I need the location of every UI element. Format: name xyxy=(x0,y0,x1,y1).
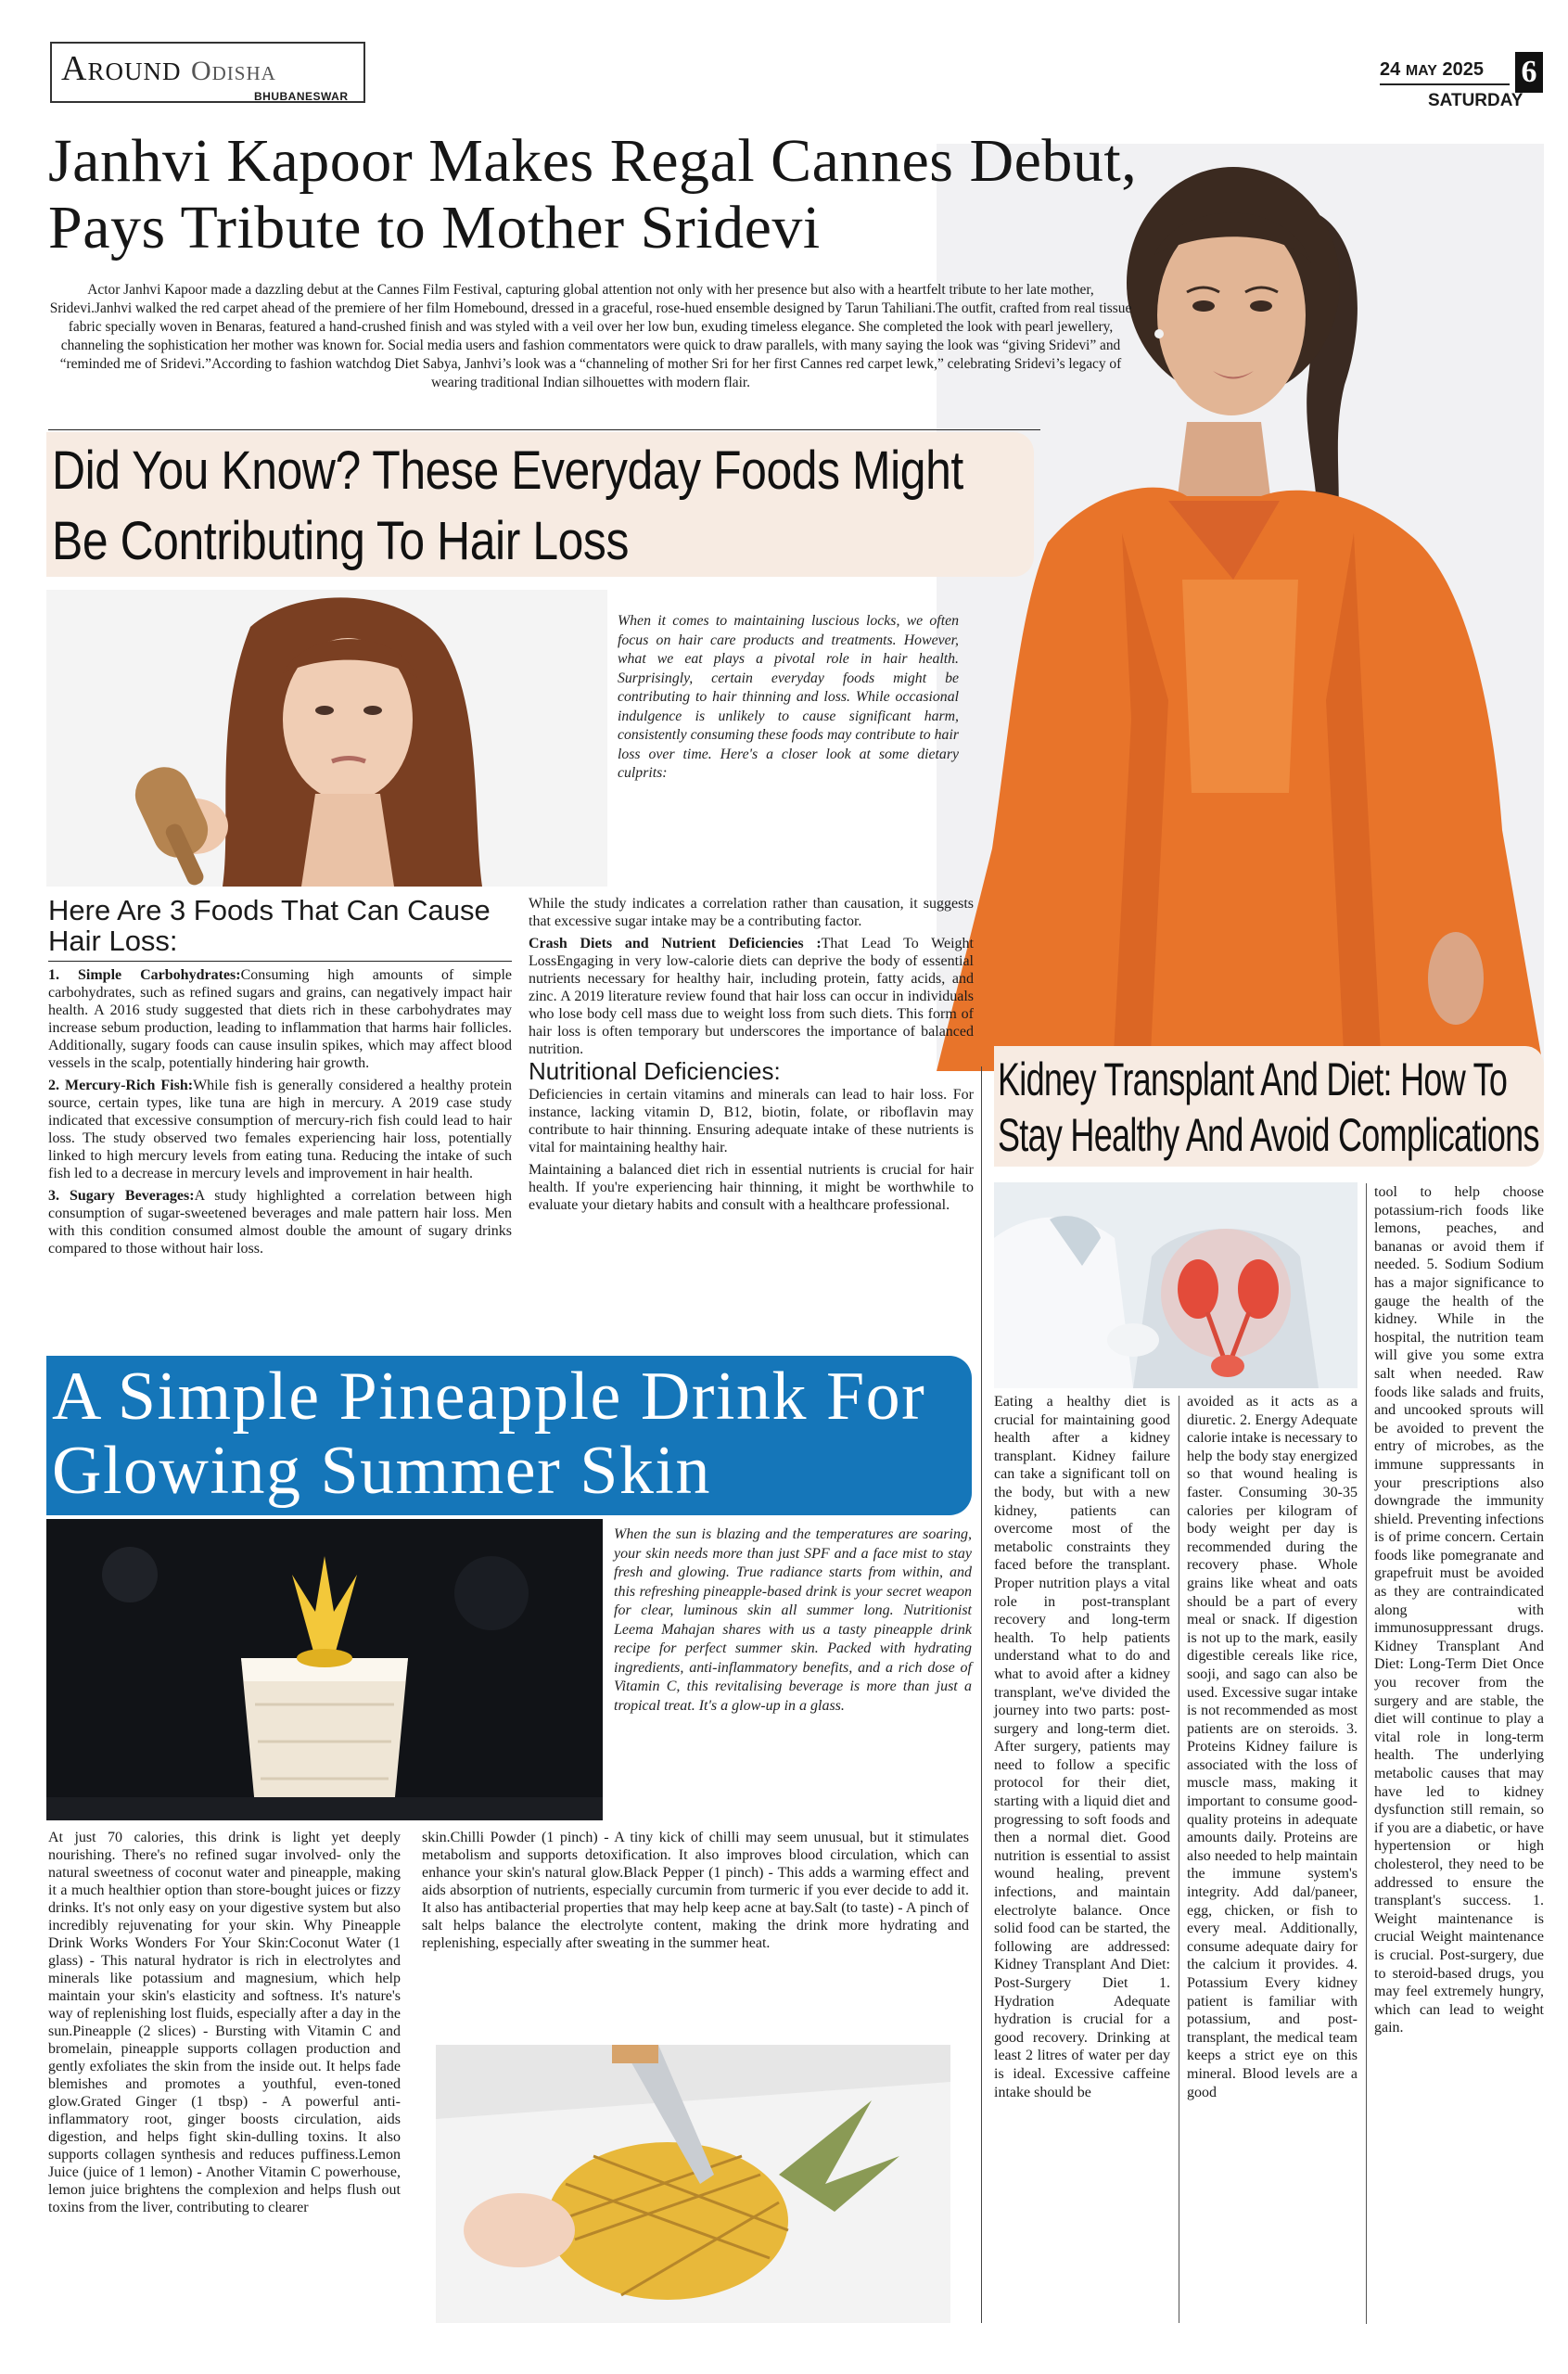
headline-janhvi-cannes: Janhvi Kapoor Makes Regal Cannes Debut, Pays Tribute to Mother Sridevi xyxy=(48,127,1138,262)
headline-pineapple-drink: A Simple Pineapple Drink For Glowing Summer Skin xyxy=(52,1359,926,1509)
kidney-column-3: tool to help choose potassium-rich foods like lemons, peaches, and bananas or avoid them if needed. 5. Sodium Sodium has a major significance to gauge the health of the kidney. While in the hospital, the nutrition team will give you some extra salt when needed. Raw foods like salads and fruits, and uncooked sprouts will be avoided to prevent the entry of microbes, as the immune suppressants in your prescriptions also downgrade the immunity shield. Preventing infections is of prime concern. Certain foods like pomegranate and grapefruit must be avoided as they are contraindicated along with immunosuppressant drugs. Kidney Transplant And Diet: Long-Term Diet Once you recover from the surgery and are stable, the diet will continue to play a vital role in long-term health. The underlying metabolic causes that may have led to kidney dysfunction still remain, so if you are a diabetic, or have hypertension or high cholesterol, they need to be addressed to ensure the transplant's success. 1. Weight maintenance is crucial Weight maintenance is crucial. Post-surgery, due to steroid-based drugs, you may feel extremely hungry, which can lead to weight gain. xyxy=(1374,1184,1544,2036)
subhead-rule xyxy=(48,961,512,962)
newspaper-logo: Around Odisha xyxy=(61,49,276,88)
column-divider xyxy=(981,1066,982,2323)
hair-loss-column-2: While the study indicates a correlation rather than causation, it suggests that excessive sugar intake may be a contributing factor. Crash Diets and Nutrient Deficiencies :That Lead To Weight LossEngaging in very low-calorie diets can deprive the body of essential nutrients necessary for healthy hair, including protein, fatty acids, and zinc. A 2019 literature review found that hair loss can occur in individuals who lose body cell mass due to weight loss from such diets. This form of hair loss is often temporary but underscores the importance of balanced nutrition. Nutritional Deficiencies: Deficiencies in certain vitamins and minerals can lead to hair loss. For instance, lacking vitamin D, B12, biotin, folate, or riboflavin may contribute to hair thinning. Ensuring adequate intake of these nutrients is vital for maintaining healthy hair. Maintaining a balanced diet rich in essential nutrients is crucial for hair health. If you're experiencing hair thinning, it might be worthwhile to evaluate your dietary habits and consult with a healthcare professional. xyxy=(529,896,974,1213)
column-divider xyxy=(1366,1183,1367,2324)
page-number: 6 xyxy=(1515,52,1543,93)
issue-weekday: SATURDAY xyxy=(1428,91,1523,110)
section-divider xyxy=(48,429,1040,430)
headline-hair-loss-foods: Did You Know? These Everyday Foods Might Be Contributing To Hair Loss xyxy=(52,440,963,571)
kidney-column-1: Eating a healthy diet is crucial for maintaining good health after a kidney transplant. Kidney failure can take a significant toll on the body, but with a new kidney, patients can overcome most of the metabolic constraints they faced before the transplant. Proper nutrition plays a vital role in post-transplant recovery and long-term health. To help patients understand what to do and what to avoid after a kidney transplant, we've divided the journey into two parts: post-surgery and long-term diet. After surgery, patients may need to follow a specific protocol for their diet, starting with a liquid diet and progressing to soft foods and then a normal diet. Good nutrition is essential to assist wound healing, prevent infections, and maintain electrolyte balance. Once solid food can be started, the following are addressed: Kidney Transplant And Diet: Post-Surgery Diet 1. Hydration Adequate hydration is crucial for a good recovery. Drinking at least 2 litres of water per day is ideal. Excessive caffeine intake should be xyxy=(994,1394,1170,2100)
issue-date: 24 MAY 2025 xyxy=(1380,59,1484,80)
pineapple-cutting-photo xyxy=(436,2045,950,2323)
subhead-nutritional-deficiencies: Nutritional Deficiencies: xyxy=(529,1057,781,1085)
pineapple-column-1: At just 70 calories, this drink is light yet deeply nourishing. There's no refined sugar involved- only the natural sweetness of coconut water and pineapple, making it a much healthier option than store-bought juices or fizzy drinks. It's not only easy on your digestive system but also incredibly rejuvenating for your skin. Why Pineapple Drink Works Wonders For Your Skin:Coconut Water (1 glass) - This natural hydrator is rich in electrolytes and minerals like potassium and magnesium, which help maintain your skin's elasticity and softness. It's nature's way of replenishing lost fluids, especially after a day in the sun.Pineapple (2 slices) - Bursting with Vitamin C and bromelain, pineapple supports collagen production and gently exfoliates the skin from the inside out. It helps fade blemishes and promotes a youthful, even-toned glow.Grated Ginger (1 tbsp) - A powerful anti-inflammatory root, ginger boosts circulation, aids digestion, and helps fight skin-dulling toxins. It also supports collagen synthesis and reduces puffiness.Lemon Juice (juice of 1 lemon) - Another Vitamin C powerhouse, lemon juice brightens the complexion and helps flush out toxins from the liver, contributing to clearer xyxy=(48,1830,401,2215)
hair-loss-column-1: 1. Simple Carbohydrates:Consuming high amounts of simple carbohydrates, such as refined sugars and grains, can negatively impact hair health. A 2016 study suggested that diets rich in these carbohydrates may increase sebum production, leading to inflammation that harms hair follicles. Additionally, sugary foods can cause insulin spikes, which may affect blood vessels in the scalp, potentially hindering hair growth. 2. Mercury-Rich Fish:While fish is generally considered a healthy protein source, certain types, like tuna are high in mercury. A 2019 case study indicated that excessive consumption of mercury-rich fish could lead to hair loss. The study observed two females experiencing hair loss, potentially linked to high mercury levels from eating tuna. Reducing the intake of such fish led to a decrease in mercury levels and improvement in hair health. 3. Sugary Beverages:A study highlighted a correlation between high consumption of sugar-sweetened beverages and male pattern hair loss. Men with this condition consumed almost double the amount of sugary drinks compared to those without hair loss. xyxy=(48,967,513,1257)
kidney-column-2: avoided as it acts as a diuretic. 2. Energy Adequate calorie intake is necessary to help the body stay energized so that wound healing is faster. Consuming 30-35 calories per kilogram of body weight per day is recommended during the recovery phase. Whole grains like wheat and oats should be a part of every meal or snack. If digestion is not up to the mark, easily digestible cereals like rice, sooji, and sago can also be used. Excessive sugar intake is not recommended as most patients are on steroids. 3. Proteins Kidney failure is associated with the loss of muscle mass, making it important to consume good-quality proteins in adequate amounts daily. Proteins are also needed to help maintain the immune system's integrity. Add dal/paneer, egg, chicken, or fish to every meal. Additionally, consume adequate dairy for the calcium it provides. 4. Potassium Every kidney patient is familiar with potassium, and post-transplant, the medical team keeps a strict eye on this mineral. Blood levels are a good xyxy=(1187,1394,1358,2100)
headline-kidney-transplant: Kidney Transplant And Diet: How To Stay Healthy And Avoid Complications xyxy=(998,1053,1539,1161)
edition-city: BHUBANESWAR xyxy=(254,90,349,103)
subhead-three-foods: Here Are 3 Foods That Can Cause Hair Loss: xyxy=(48,894,491,957)
article-janhvi-body: Actor Janhvi Kapoor made a dazzling debut at the Cannes Film Festival, capturing global attention not only with her presence but also with a heartfelt tribute to her late mother, Sridevi.Janhvi walked the red carpet ahead of the premiere of her film Homebound, dressed in a graceful, rose-hued ensemble designed by Tarun Tahiliani.The outfit, crafted from real tissue fabric specially woven in Benaras, featured a hand-crushed finish and was styled with a veil over her low bun, exuding timeless elegance. She completed the look with pearl jewellery, channeling the sophistication her mother was known for. Social media users and fashion commentators were quick to draw parallels, with many saying the look was “giving Sridevi” and “reminded me of Sridevi.”According to fashion watchdog Diet Sabya, Janhvi’s look was a “channeling of mother Sri for her first Cannes red carpet lewk,” celebrating Sridevi’s legacy of wearing traditional Indian silhouettes with modern flair. xyxy=(49,282,1132,390)
date-rule xyxy=(1380,83,1510,85)
pineapple-column-2: skin.Chilli Powder (1 pinch) - A tiny kick of chilli may seem unusual, but it stimulates metabolism and supports detoxification. It also improves blood circulation, which can enhance your skin's natural glow.Black Pepper (1 pinch) - This adds a warming effect and aids absorption of nutrients, especially curcumin from turmeric if you ever decide to add it. It also has antibacterial properties that may help keep acne at bay.Salt (to taste) - A pinch of salt helps balance the electrolyte content, making the drink more hydrating and replenishing, especially after sweating in the summer heat. xyxy=(422,1830,969,1951)
hair-loss-woman-photo xyxy=(46,590,607,887)
pineapple-drink-photo xyxy=(46,1519,603,1820)
hair-loss-intro: When it comes to maintaining luscious locks, we often focus on hair care products and treatments. However, what we eat plays a pivotal role in hair health. Surprisingly, certain everyday foods might be contributing to hair thinning and loss. While occasional indulgence is unlikely to cause significant harm, consistently consuming these foods may contribute to hair loss over time. Here's a closer look at some dietary culprits: xyxy=(618,613,959,781)
kidney-illustration-photo xyxy=(994,1182,1358,1388)
pineapple-intro: When the sun is blazing and the temperatures are soaring, your skin needs more than just SPF and a face mist to stay fresh and glowing. True radiance starts from within, and this refreshing pineapple-based drink is your secret weapon for clear, luminous skin all summer long. Nutritionist Leema Mahajan shares with us a tasty pineapple drink recipe for perfect summer skin. Packed with hydrating ingredients, anti-inflammatory benefits, and a rich dose of Vitamin C, this revitalising beverage is more than just a tropical treat. It's a glow-up in a glass. xyxy=(614,1526,972,1714)
